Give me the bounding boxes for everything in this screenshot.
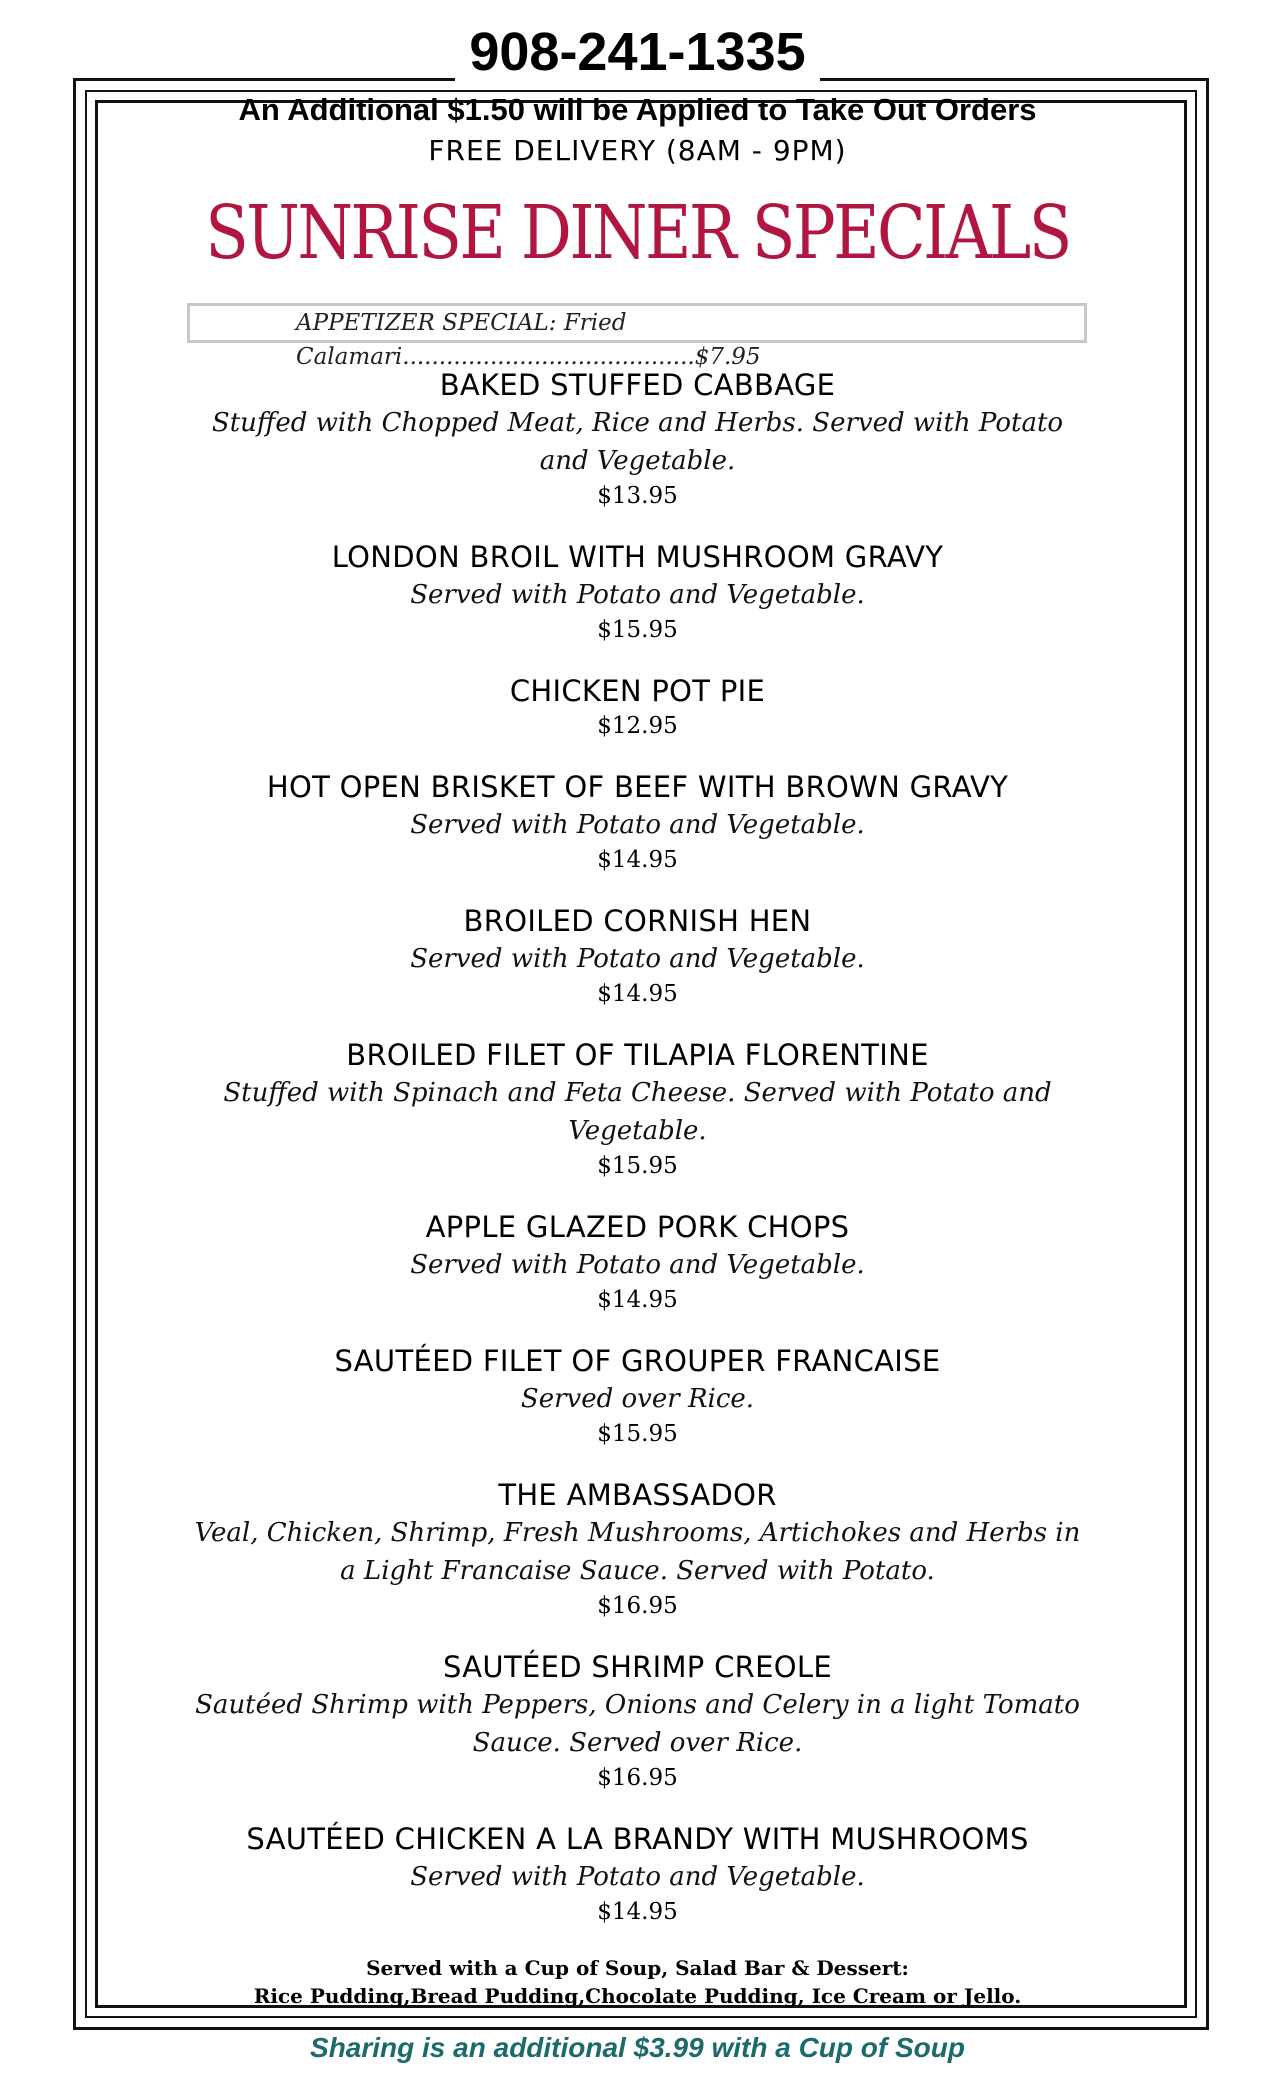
item-price: $13.95 [597, 483, 678, 509]
item-price: $16.95 [597, 1765, 678, 1791]
item-name: BROILED CORNISH HEN [463, 904, 812, 938]
phone-number-text: 908-241-1335 [455, 22, 819, 82]
item-description: Stuffed with Chopped Meat, Rice and Herbs. Served with Potato and Vegetable. [211, 408, 1064, 476]
item-price: $14.95 [597, 1899, 678, 1925]
menu-item [100, 1208, 1175, 1316]
sharing-note: Sharing is an additional $3.99 with a Cup of Soup [310, 2032, 965, 2063]
menu-item [100, 1036, 1175, 1182]
menu-item [100, 366, 1175, 512]
item-name: CHICKEN POT PIE [509, 674, 766, 708]
menu-item [100, 672, 1175, 742]
item-name: BROILED FILET OF TILAPIA FLORENTINE [346, 1038, 929, 1072]
item-price: $15.95 [597, 617, 678, 643]
menu-item [100, 1648, 1175, 1794]
item-price: $14.95 [597, 1287, 678, 1313]
item-price: $14.95 [597, 847, 678, 873]
item-description: Served with Potato and Vegetable. [410, 1862, 865, 1892]
menu-item [100, 1820, 1175, 1928]
item-price: $16.95 [597, 1593, 678, 1619]
item-price: $15.95 [597, 1153, 678, 1179]
menu-item [100, 1342, 1175, 1450]
item-price: $12.95 [597, 713, 678, 739]
item-description: Veal, Chicken, Shrimp, Fresh Mushrooms, Artichokes and Herbs in a Light Francaise Sauce. Served with Potato. [194, 1518, 1081, 1586]
specials-list [100, 366, 1175, 1954]
item-name: SAUTÉED SHRIMP CREOLE [443, 1650, 832, 1684]
item-description: Served with Potato and Vegetable. [410, 580, 865, 610]
item-name: SAUTÉED FILET OF GROUPER FRANCAISE [334, 1344, 941, 1378]
served-line-1: Served with a Cup of Soup, Salad Bar & Dessert: [366, 1956, 909, 1980]
item-description: Served with Potato and Vegetable. [410, 1250, 865, 1280]
item-name: THE AMBASSADOR [498, 1478, 777, 1512]
item-price: $15.95 [597, 1421, 678, 1447]
served-with-note [0, 1954, 1275, 2010]
menu-item [100, 902, 1175, 1010]
item-name: SAUTÉED CHICKEN A LA BRANDY WITH MUSHROOMS [246, 1822, 1029, 1856]
item-description: Stuffed with Spinach and Feta Cheese. Served with Potato and Vegetable. [223, 1078, 1052, 1146]
item-name: APPLE GLAZED PORK CHOPS [425, 1210, 850, 1244]
item-description: Served over Rice. [520, 1384, 755, 1414]
item-description: Served with Potato and Vegetable. [410, 810, 865, 840]
menu-item [100, 1476, 1175, 1622]
phone-number [0, 22, 1275, 82]
item-name: BAKED STUFFED CABBAGE [439, 368, 836, 402]
item-price: $14.95 [597, 981, 678, 1007]
item-name: LONDON BROIL WITH MUSHROOM GRAVY [331, 540, 944, 574]
menu-title: SUNRISE DINER SPECIALS [205, 190, 1070, 276]
item-name: HOT OPEN BRISKET OF BEEF WITH BROWN GRAVY [266, 770, 1009, 804]
delivery-notice: FREE DELIVERY (8AM - 9PM) [428, 134, 847, 167]
menu-item [100, 768, 1175, 876]
item-description: Sautéed Shrimp with Peppers, Onions and Celery in a light Tomato Sauce. Served over Rice. [195, 1690, 1080, 1758]
served-line-2: Rice Pudding,Bread Pudding,Chocolate Pudding, Ice Cream or Jello. [253, 1984, 1022, 2008]
appetizer-special: APPETIZER SPECIAL: Fried Calamari........................................$7.95 [187, 303, 1087, 343]
menu-item [100, 538, 1175, 646]
takeout-notice: An Additional $1.50 will be Applied to Take Out Orders [238, 92, 1037, 127]
item-description: Served with Potato and Vegetable. [410, 944, 865, 974]
